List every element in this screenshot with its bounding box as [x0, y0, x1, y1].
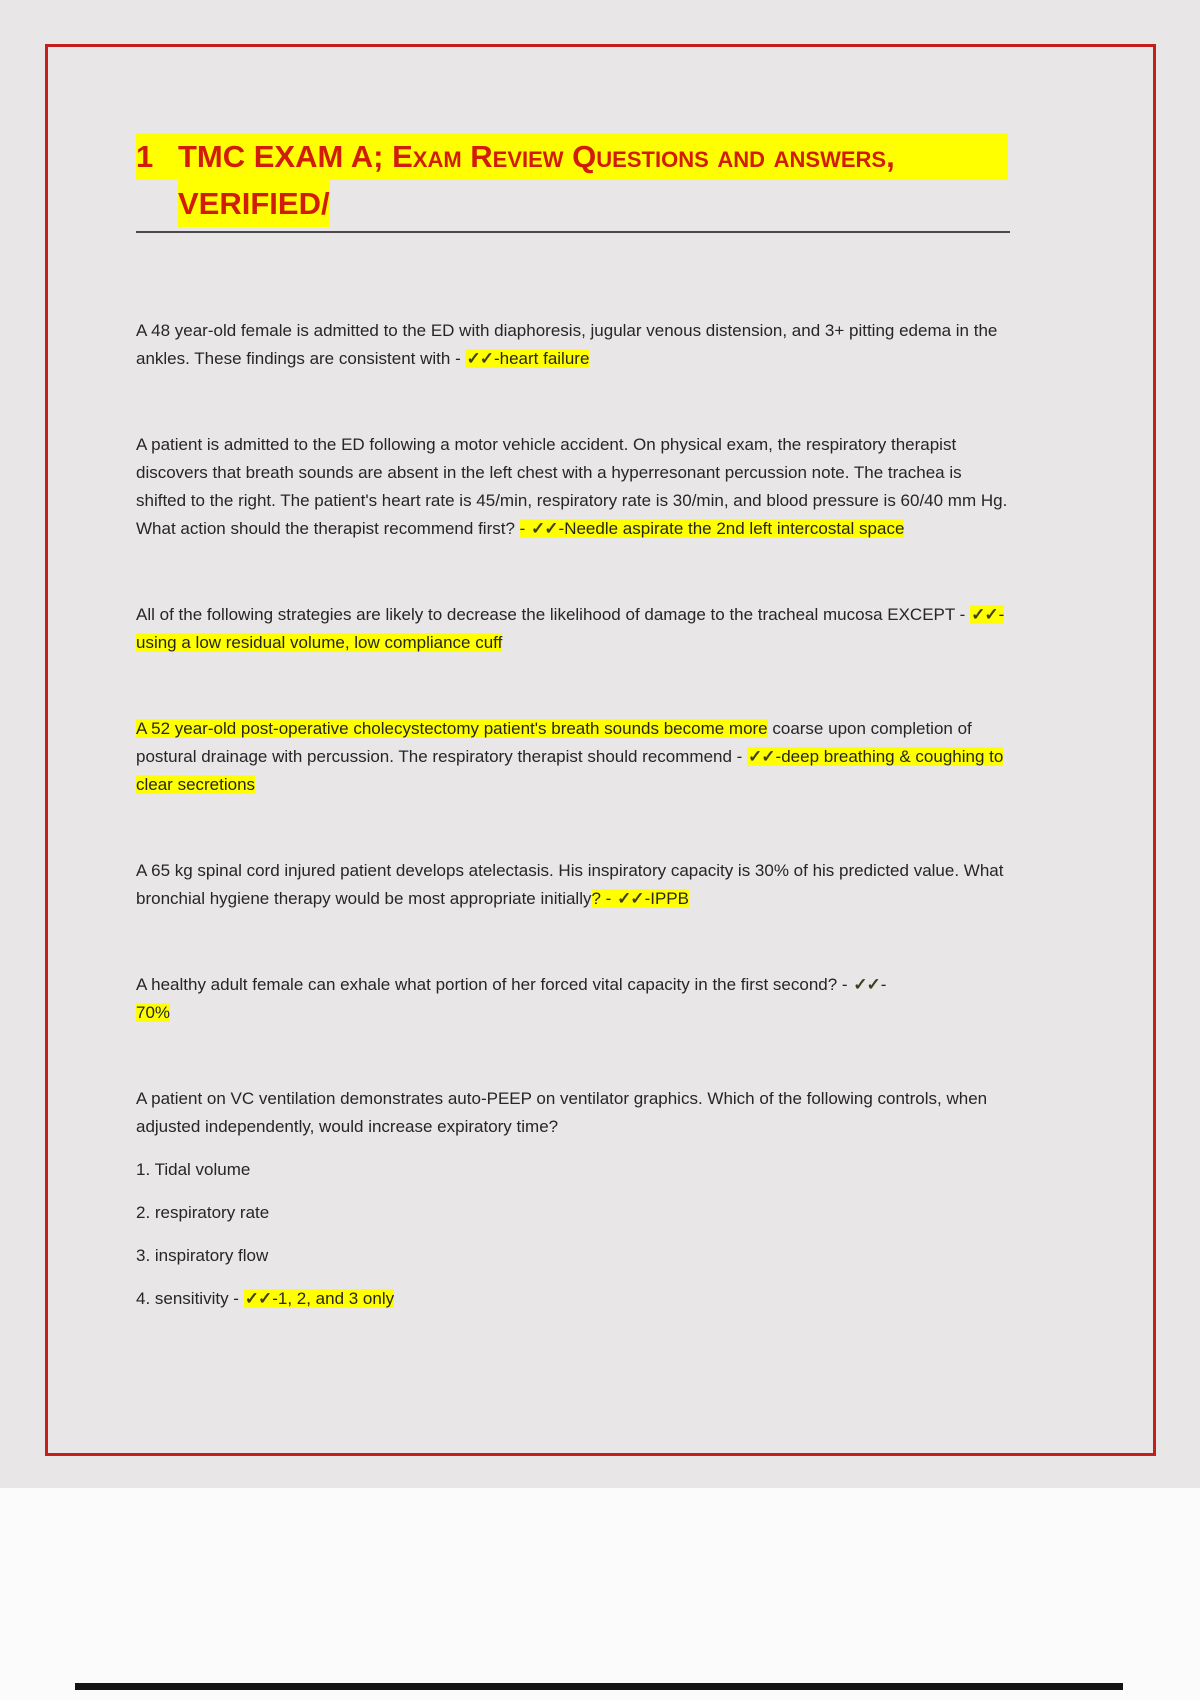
answer-highlight: -deep breathing & coughing to clear secretions — [136, 747, 1004, 794]
answer-highlight: A 52 year-old post-operative cholecystectomy patient's breath sounds become more — [136, 719, 768, 738]
double-check-icon: ✓✓ — [244, 1289, 272, 1308]
title-line-2 — [136, 180, 1008, 227]
question-text: 4. sensitivity - — [136, 1289, 244, 1308]
question-paragraph — [136, 715, 1008, 799]
question-text: 3. inspiratory flow — [136, 1246, 269, 1265]
title-text — [178, 133, 895, 180]
answer-highlight: - — [519, 519, 531, 538]
question-text: - — [880, 975, 887, 994]
answer-highlight: 70% — [136, 1003, 171, 1022]
answer-highlight: -IPPB — [644, 889, 689, 908]
answer-option — [136, 1242, 1008, 1270]
double-check-icon: ✓✓ — [466, 349, 493, 368]
title-number: 1 — [136, 139, 154, 174]
red-border-frame — [45, 44, 1156, 1456]
answer-highlight: -1, 2, and 3 only — [272, 1289, 395, 1308]
question-paragraph — [136, 601, 1008, 657]
double-check-icon: ✓✓ — [748, 747, 775, 766]
question-paragraph — [136, 971, 1008, 1027]
answer-highlight: -Needle aspirate the 2nd left intercostal space — [558, 519, 905, 538]
page-bottom-band — [0, 1488, 1200, 1700]
answer-option — [136, 1285, 1008, 1313]
answer-highlight: -using a low residual volume, low compliance cuff — [136, 605, 1005, 652]
document-title — [136, 133, 1008, 227]
question-text: A patient on VC ventilation demonstrates auto-PEEP on ventilator graphics. Which of the following controls, when adjusted independently, would increase expiratory time? — [136, 1089, 988, 1136]
double-check-icon: ✓✓ — [971, 605, 998, 624]
title-verified-label: VERIFIED/ — [178, 180, 330, 227]
question-text: A healthy adult female can exhale what portion of her forced vital capacity in the first second? - — [136, 975, 853, 994]
document-content — [48, 47, 1008, 1313]
double-check-icon: ✓✓ — [853, 975, 880, 994]
answer-highlight: -heart failure — [493, 349, 590, 368]
answer-highlight: ? - — [591, 889, 617, 908]
title-main: TMC EXAM A; — [178, 139, 393, 174]
double-check-icon: ✓✓ — [617, 889, 644, 908]
question-text: 2. respiratory rate — [136, 1203, 270, 1222]
question-paragraph — [136, 317, 1008, 373]
question-paragraph — [136, 431, 1008, 543]
questions-list — [136, 317, 1008, 1313]
question-paragraph — [136, 1085, 1008, 1141]
question-text: A 48 year-old female is admitted to the ED with diaphoresis, jugular venous distension, and 3+ pitting edema in the ankles. These findings are consistent with - — [136, 321, 998, 368]
question-paragraph — [136, 857, 1008, 913]
page-separator-line — [75, 1683, 1123, 1690]
question-text: coarse upon completion of postural drainage with percussion. The respiratory therapist should recommend - — [136, 719, 972, 766]
question-text: 1. Tidal volume — [136, 1160, 251, 1179]
double-check-icon: ✓✓ — [531, 519, 558, 538]
question-text: All of the following strategies are likely to decrease the likelihood of damage to the tracheal mucosa EXCEPT - — [136, 605, 971, 624]
title-underline — [136, 231, 1010, 233]
answer-option — [136, 1199, 1008, 1227]
question-text: A 65 kg spinal cord injured patient develops atelectasis. His inspiratory capacity is 30% of his predicted value. What bronchial hygiene therapy would be most appropriate initially — [136, 861, 1004, 908]
title-sub: Exam Review Questions and answers, — [392, 139, 895, 174]
answer-option — [136, 1156, 1008, 1184]
title-line-1 — [136, 133, 1008, 180]
question-text: A patient is admitted to the ED following a motor vehicle accident. On physical exam, the respiratory therapist discovers that breath sounds are absent in the left chest with a hyperresonant percussion note. The trachea is shifted to the right. The patient's heart rate is 45/min, respiratory rate is 30/min, and blood pressure is 60/40 mm Hg. What action should the therapist recommend first? — [136, 435, 1008, 538]
